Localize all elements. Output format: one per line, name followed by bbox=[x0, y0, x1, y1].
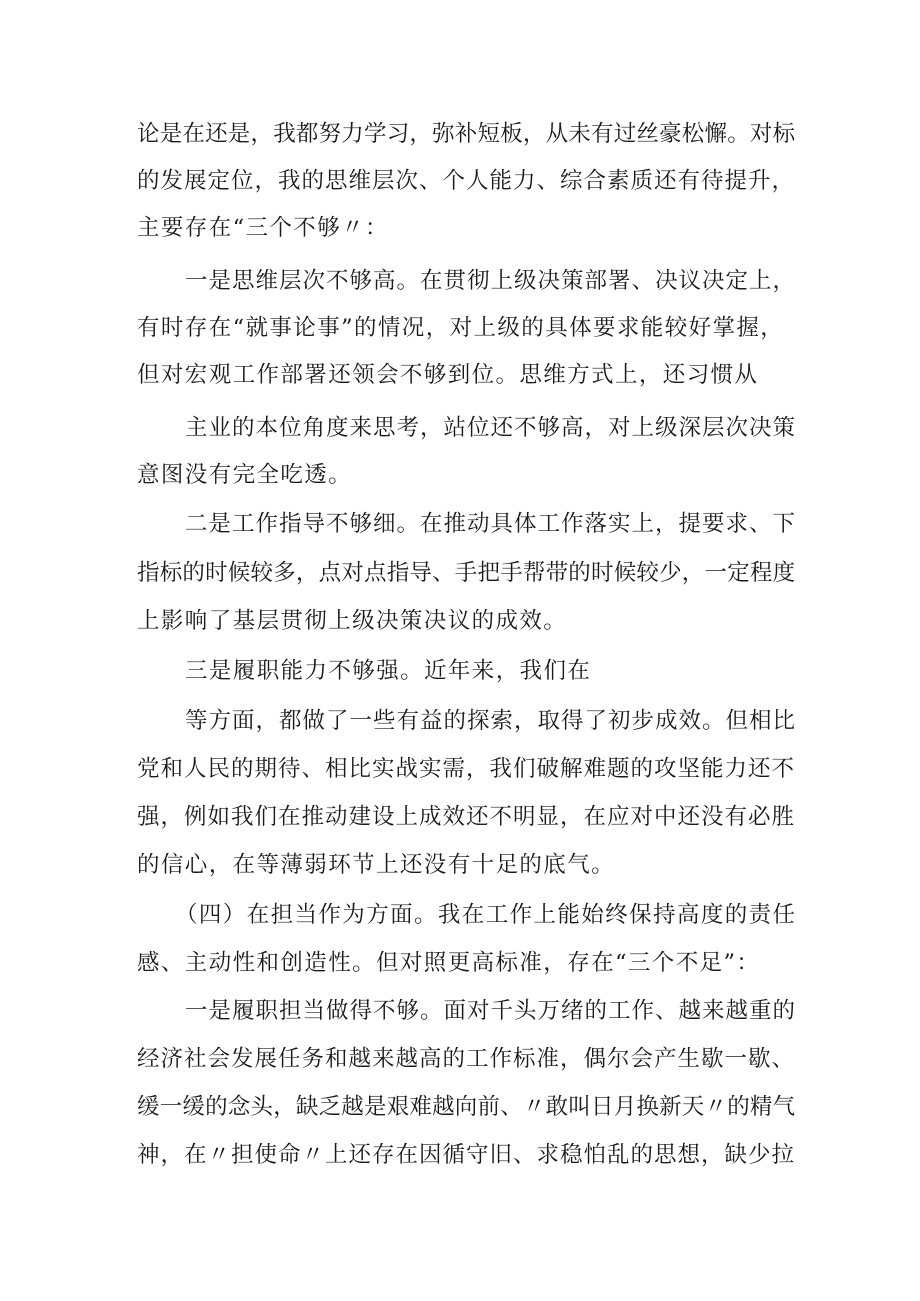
text-line: 神，在〃担使命〃上还存在因循守旧、求稳怕乱的思想，缺少拉 bbox=[137, 1142, 796, 1168]
text-line: 论是在还是，我都努力学习，弥补短板，从未有过丝豪松懈。对标 bbox=[137, 121, 796, 147]
section-heading-line: （四）在担当作为方面。我在工作上能始终保持高度的责任 bbox=[175, 902, 797, 928]
text-line: 的发展定位，我的思维层次、个人能力、综合素质还有待提升， bbox=[137, 168, 796, 194]
text-line: 有时存在“就事论事”的情况，对上级的具体要求能较好掌握， bbox=[137, 315, 785, 341]
text-line: 经济社会发展任务和越来越高的工作标准，偶尔会产生歇一歇、 bbox=[137, 1046, 796, 1072]
paragraph-first-line: 主业的本位角度来思考，站位还不够高，对上级深层次决策 bbox=[185, 415, 797, 441]
text-line: 感、主动性和创造性。但对照更高标准，存在“三个不足”： bbox=[137, 950, 761, 976]
text-line: 强，例如我们在推动建设上成效还不明显，在应对中还没有必胜 bbox=[137, 804, 796, 830]
text-line: 意图没有完全吃透。 bbox=[137, 462, 353, 488]
text-line: 缓一缓的念头，缺乏越是艰难越向前、〃敢叫日月换新天〃的精气 bbox=[137, 1094, 796, 1120]
text-line: 主要存在“三个不够〃： bbox=[137, 215, 389, 241]
text-line: 指标的时候较多，点对点指导、手把手帮带的时候较少，一定程度 bbox=[137, 560, 796, 586]
paragraph-first-line: 三是履职能力不够强。近年来，我们在 bbox=[185, 658, 592, 684]
text-line: 但对宏观工作部署还领会不够到位。思维方式上，还习惯从 bbox=[137, 362, 759, 388]
paragraph-first-line: 一是履职担当做得不够。面对千头万绪的工作、越来越重的 bbox=[185, 998, 797, 1024]
paragraph-first-line: 等方面，都做了一些有益的探索，取得了初步成效。但相比 bbox=[185, 708, 797, 734]
paragraph-first-line: 一是思维层次不够高。在贯彻上级决策部署、决议决定上， bbox=[185, 268, 797, 294]
text-line: 党和人民的期待、相比实战实需，我们破解难题的攻坚能力还不 bbox=[137, 756, 796, 782]
text-line: 上影响了基层贯彻上级决策决议的成效。 bbox=[137, 608, 568, 634]
text-line: 的信心，在等薄弱环节上还没有十足的底气。 bbox=[137, 852, 616, 878]
paragraph-first-line: 二是工作指导不够细。在推动具体工作落实上，提要求、下 bbox=[185, 511, 797, 537]
